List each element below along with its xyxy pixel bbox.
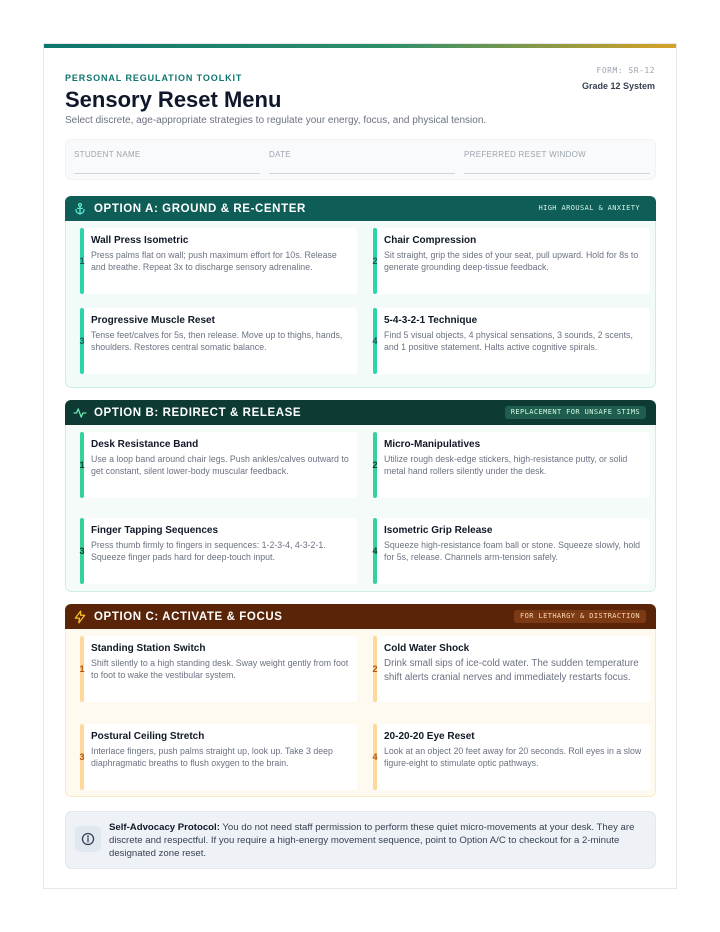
strategy-card (373, 724, 650, 790)
student-name-label: STUDENT NAME (74, 150, 141, 159)
strategy-card (80, 724, 357, 790)
option-a-body (65, 221, 656, 388)
protocol-body: You do not need staff permission to perform these quiet micro-movements at your desk. They are discrete and respectful. If you require a high-energy movement sequence, point to Option A/C to checkout for a 2-minute designated zone reset. (109, 822, 635, 859)
protocol-text (109, 821, 639, 860)
form-code: FORM: SR-12 (596, 66, 655, 75)
card-title: Standing Station Switch (91, 643, 206, 654)
card-description: Shift silently to a high standing desk. Sway weight gently from foot to foot to wake the vestibular system. (91, 658, 349, 680)
card-number: 4 (372, 752, 378, 762)
card-title: Progressive Muscle Reset (91, 315, 215, 326)
student-name-line (74, 173, 260, 174)
option-c-title: OPTION C: ACTIVATE & FOCUS (94, 610, 283, 623)
option-b-title: OPTION B: REDIRECT & RELEASE (94, 406, 302, 419)
strategy-card (373, 636, 650, 702)
card-title: Wall Press Isometric (91, 235, 189, 246)
strategy-card (80, 636, 357, 702)
card-title: 5-4-3-2-1 Technique (384, 315, 478, 326)
option-c-body (65, 629, 656, 797)
card-number: 2 (372, 664, 378, 674)
self-advocacy-callout (65, 811, 656, 869)
card-number: 2 (372, 460, 378, 470)
option-a-section (65, 196, 656, 388)
card-title: Finger Tapping Sequences (91, 525, 219, 536)
protocol-label: Self-Advocacy Protocol: (109, 822, 220, 833)
option-b-badge: REPLACEMENT FOR UNSAFE STIMS (505, 406, 646, 419)
option-a-title: OPTION A: GROUND & RE-CENTER (94, 202, 306, 215)
card-number: 3 (79, 752, 85, 762)
date-line (269, 173, 455, 174)
card-number: 1 (79, 256, 85, 266)
card-title: 20-20-20 Eye Reset (384, 731, 475, 742)
student-info-fields (65, 139, 656, 180)
card-title: Desk Resistance Band (91, 439, 199, 450)
accent-bar (44, 44, 676, 48)
grade-label: Grade 12 System (581, 81, 655, 91)
option-a-header (65, 196, 656, 221)
card-description: Utilize rough desk-edge stickers, high-resistance putty, or solid metal hand rollers silently under the desk. (384, 454, 628, 476)
card-number: 2 (372, 256, 378, 266)
strategy-card (373, 308, 650, 374)
reset-window-label: PREFERRED RESET WINDOW (464, 150, 587, 159)
card-number: 1 (79, 460, 85, 470)
page-subtitle: Select discrete, age-appropriate strategies to regulate your energy, focus, and physical tension. (65, 115, 487, 126)
card-number: 3 (79, 336, 85, 346)
option-b-section (65, 400, 656, 592)
page-title: Sensory Reset Menu (65, 87, 282, 112)
card-title: Chair Compression (384, 235, 477, 246)
card-description: Use a loop band around chair legs. Push ankles/calves outward to get constant, silent lower-body muscular feedback. (91, 454, 349, 476)
option-a-badge: HIGH AROUSAL & ANXIETY (538, 204, 640, 212)
date-field[interactable] (269, 140, 455, 181)
strategy-card (373, 432, 650, 498)
card-description: Tense feet/calves for 5s, then release. Move up to thighs, hands, shoulders. Restores central somatic balance. (91, 330, 343, 352)
option-b-body (65, 425, 656, 592)
card-description: Find 5 visual objects, 4 physical sensations, 3 sounds, 2 scents, and 1 positive statement. Halts active cognitive spirals. (384, 330, 633, 352)
card-description: Drink small sips of ice-cold water. The sudden temperature shift alerts cranial nerves and immediately restarts focus. (384, 658, 639, 683)
option-b-header (65, 400, 656, 425)
card-description: Squeeze high-resistance foam ball or stone. Squeeze slowly, hold for 5s, release. Channels arm-tension safely. (384, 540, 641, 562)
card-number: 1 (79, 664, 85, 674)
reset-window-field[interactable] (464, 140, 650, 181)
option-c-section (65, 604, 656, 797)
reset-window-line (464, 173, 650, 174)
card-number: 3 (79, 546, 85, 556)
card-number: 4 (372, 336, 378, 346)
strategy-card (80, 228, 357, 294)
strategy-card (373, 518, 650, 584)
eyebrow-label: PERSONAL REGULATION TOOLKIT (65, 73, 243, 83)
card-description: Look at an object 20 feet away for 20 seconds. Roll eyes in a slow figure-eight to stimulate optic pathways. (384, 746, 642, 768)
card-title: Micro-Manipulatives (384, 439, 481, 450)
option-c-badge: FOR LETHARGY & DISTRACTION (514, 610, 646, 623)
date-label: DATE (269, 150, 291, 159)
card-title: Cold Water Shock (384, 643, 470, 654)
strategy-card (80, 518, 357, 584)
info-icon (75, 826, 101, 852)
card-description: Press palms flat on wall; push maximum effort for 10s. Release and breathe. Repeat 3x to discharge sensory adrenaline. (91, 250, 337, 272)
lightning-icon (73, 610, 87, 624)
pulse-icon (73, 406, 87, 420)
card-title: Postural Ceiling Stretch (91, 731, 205, 742)
student-name-field[interactable] (74, 140, 260, 181)
card-number: 4 (372, 546, 378, 556)
anchor-icon (73, 202, 87, 216)
worksheet-page (43, 43, 677, 889)
card-description: Press thumb firmly to fingers in sequences: 1-2-3-4, 4-3-2-1. Squeeze finger pads hard for deep-touch input. (91, 540, 326, 562)
card-description: Sit straight, grip the sides of your seat, pull upward. Hold for 8s to generate grounding deep-tissue feedback. (384, 250, 639, 272)
strategy-card (80, 432, 357, 498)
option-c-header (65, 604, 656, 629)
strategy-card (80, 308, 357, 374)
strategy-card (373, 228, 650, 294)
card-title: Isometric Grip Release (384, 525, 493, 536)
card-description: Interlace fingers, push palms straight up, look up. Take 3 deep diaphragmatic breaths to flush oxygen to the brain. (91, 746, 333, 768)
